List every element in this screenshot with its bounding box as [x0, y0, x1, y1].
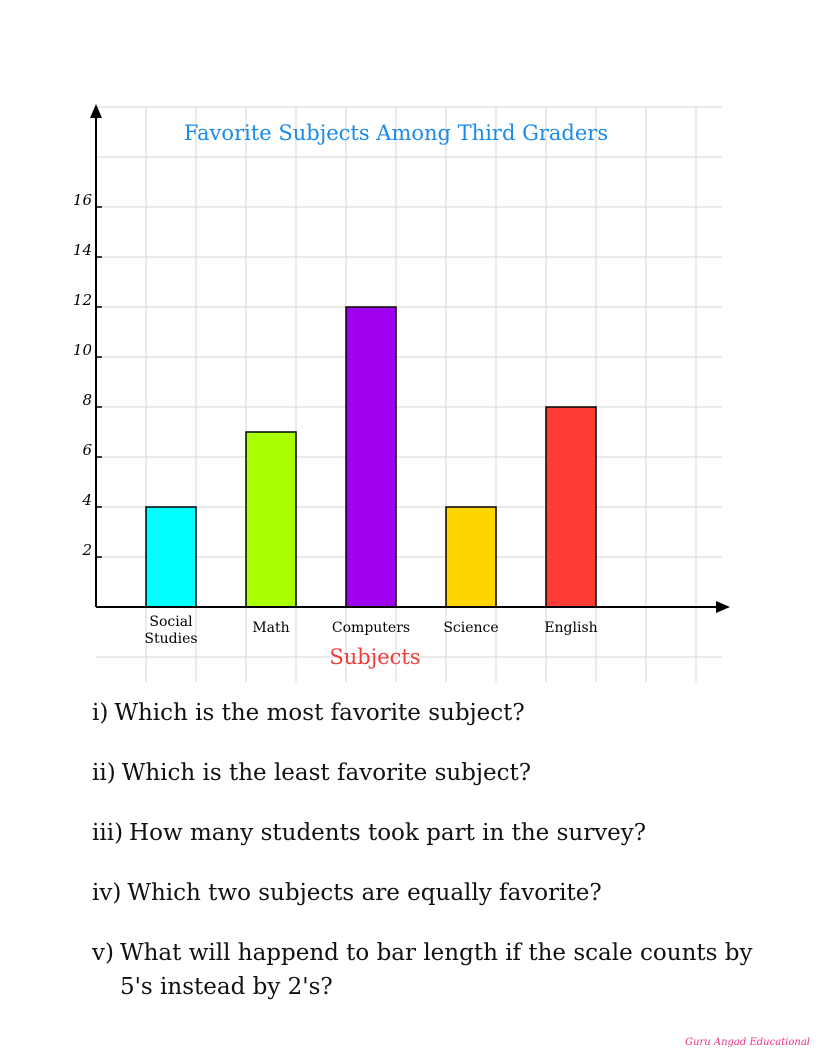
question-2: [92, 756, 772, 790]
bar: [146, 507, 196, 607]
question-number: i): [92, 700, 109, 726]
question-list: [92, 696, 772, 1030]
question-3: [92, 816, 772, 850]
y-tick-label: 16: [72, 191, 92, 209]
y-tick-label: 14: [72, 241, 92, 259]
question-number: iii): [92, 820, 124, 846]
x-axis-arrow: [716, 601, 730, 613]
question-4: [92, 876, 772, 910]
y-axis-arrow: [90, 104, 102, 118]
question-text: What will happend to bar length if the scale counts by 5's instead by 2's?: [119, 940, 753, 1000]
y-tick-label: 12: [72, 291, 92, 309]
y-tick-label: 4: [82, 491, 92, 509]
y-tick-label: 8: [82, 391, 92, 409]
footer-credit: Guru Angad Educational: [685, 1037, 810, 1048]
question-number: iv): [92, 880, 122, 906]
y-ticks: [73, 191, 102, 559]
question-text: Which is the most favorite subject?: [114, 700, 525, 726]
bar: [546, 407, 596, 607]
y-tick-label: 2: [82, 541, 92, 559]
question-text: How many students took part in the survey?: [129, 820, 647, 846]
question-5: [92, 936, 772, 1004]
question-text: Which is the least favorite subject?: [121, 760, 532, 786]
bar: [346, 307, 396, 607]
x-axis-label: Subjects: [329, 645, 421, 669]
x-tick-label: Science: [443, 620, 499, 636]
question-number: v): [92, 940, 114, 966]
bar: [446, 507, 496, 607]
chart-title: Favorite Subjects Among Third Graders: [183, 121, 609, 145]
x-tick-label: Computers: [331, 620, 411, 636]
y-tick-label: 10: [72, 341, 92, 359]
question-text: Which two subjects are equally favorite?: [127, 880, 602, 906]
question-number: ii): [92, 760, 116, 786]
x-tick-label: English: [544, 620, 598, 636]
x-tick-labels: [144, 614, 597, 647]
x-tick-label: Social Studies: [144, 614, 198, 647]
question-1: [92, 696, 772, 730]
x-tick-label: Math: [252, 620, 290, 636]
bar: [246, 432, 296, 607]
y-tick-label: 6: [82, 441, 92, 459]
